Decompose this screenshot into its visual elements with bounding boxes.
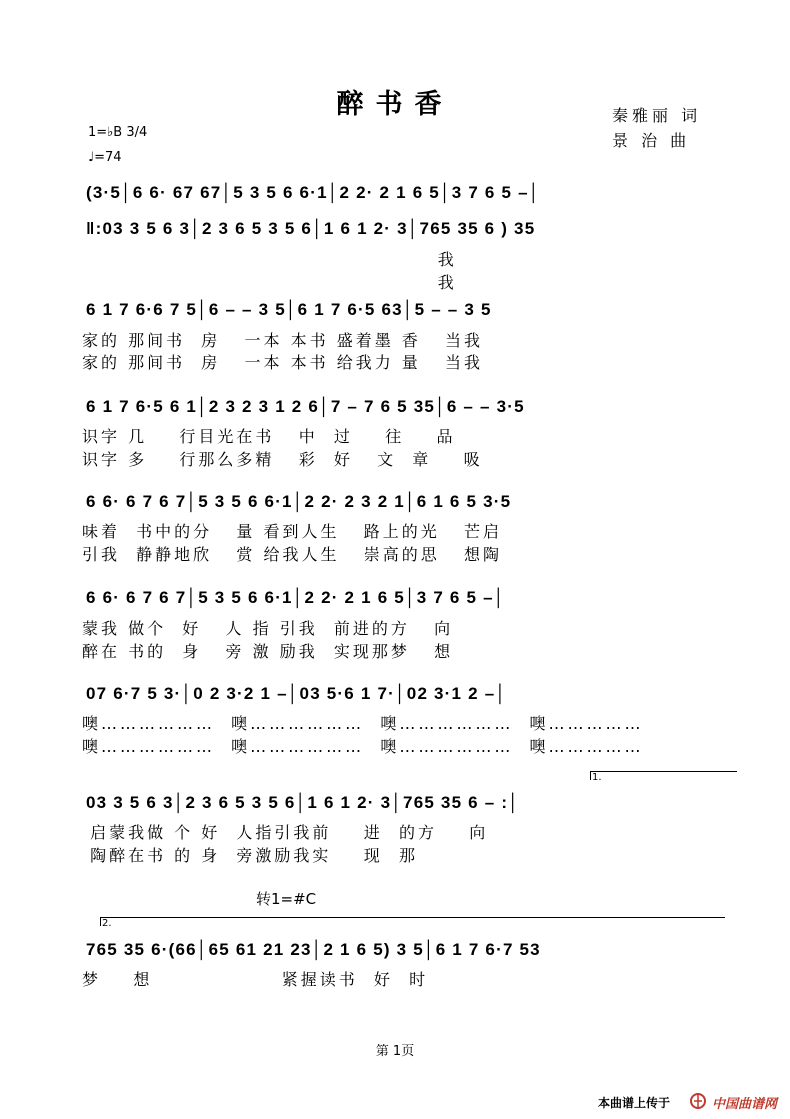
- first-ending-label: 1.: [592, 772, 602, 783]
- notation-line: 6 1 7 6·6 7 5│6 – – 3 5│6 1 7 6·5 63│5 – – 3 5: [86, 300, 492, 319]
- lyric-line: 蒙我 做个 好 人 指 引我 前进的方 向: [82, 619, 454, 638]
- notation-line: 6 6· 6 7 6 7│5 3 5 6 6·1│2 2· 2 3 2 1│6 1 6 5 3·5: [86, 492, 512, 511]
- lyric-line: 家的 那间书 房 一本 本书 盛着墨 香 当我: [82, 331, 484, 350]
- lyric-line: 梦 想 紧握读书 好 时: [82, 970, 429, 989]
- lyricist-credit: 秦雅丽 词: [612, 106, 702, 125]
- notation-line: ‖:03 3 5 6 3│2 3 6 5 3 5 6│1 6 1 2· 3│765 35 6 ) 35: [86, 219, 536, 238]
- lyric-line: 识字 几 行目光在书 中 过 往 品: [82, 427, 456, 446]
- notation-line: 07 6·7 5 3·│0 2 3·2 1 –│03 5·6 1 7·│02 3·1 2 –│: [86, 684, 508, 703]
- lyric-line: 我: [82, 250, 457, 269]
- lyric-line: 噢……………… 噢……………… 噢……………… 噢……………: [82, 737, 644, 756]
- lyric-line: 家的 那间书 房 一本 本书 给我力 量 当我: [82, 353, 484, 372]
- page-number: 第 1页: [375, 1044, 415, 1059]
- lyric-line: 我: [82, 273, 457, 292]
- lyric-line: 味着 书中的分 量 看到人生 路上的光 芒启: [82, 522, 503, 541]
- first-ending-bracket: [590, 771, 737, 780]
- lyric-line: 识字 多 行那么多精 彩 好 文 章 吸: [82, 450, 483, 469]
- second-ending-label: 2.: [102, 918, 112, 929]
- song-title: 醉书香: [336, 89, 454, 120]
- key-signature: 1=♭B 3/4: [88, 125, 148, 140]
- lyric-line: 噢……………… 噢……………… 噢……………… 噢……………: [82, 714, 644, 733]
- notation-line: 6 1 7 6·5 6 1│2 3 2 3 1 2 6│7 – 7 6 5 35│6 – – 3·5: [86, 397, 525, 416]
- second-ending-bracket: [100, 917, 725, 926]
- composer-credit: 景 治 曲: [612, 131, 691, 150]
- notation-line: (3·5│6 6· 67 67│5 3 5 6 6·1│2 2· 2 1 6 5│3 7 6 5 –│: [86, 183, 541, 202]
- lyric-line: 引我 静静地欣 赏 给我人生 崇高的思 想陶: [82, 545, 503, 564]
- upload-note: 本曲谱上传于: [598, 1096, 671, 1110]
- notation-line: 03 3 5 6 3│2 3 6 5 3 5 6│1 6 1 2· 3│765 35 6 – :│: [86, 793, 521, 812]
- lyric-line: 陶醉在书 的 身 旁激励我实 现 那: [82, 846, 418, 865]
- notation-line: 765 35 6·(66│65 61 21 23│2 1 6 5) 3 5│6 1 7 6·7 53: [86, 940, 541, 959]
- lyric-line: 启蒙我做 个 好 人指引我前 进 的方 向: [82, 823, 489, 842]
- lyric-line: 醉在 书的 身 旁 激 励我 实现那梦 想: [82, 642, 454, 661]
- key-change-marking: 转1=#C: [256, 890, 317, 908]
- tempo-marking: ♩=74: [88, 150, 122, 165]
- site-logo-text: 中国曲谱网: [712, 1097, 778, 1112]
- notation-line: 6 6· 6 7 6 7│5 3 5 6 6·1│2 2· 2 1 6 5│3 7 6 5 –│: [86, 588, 506, 607]
